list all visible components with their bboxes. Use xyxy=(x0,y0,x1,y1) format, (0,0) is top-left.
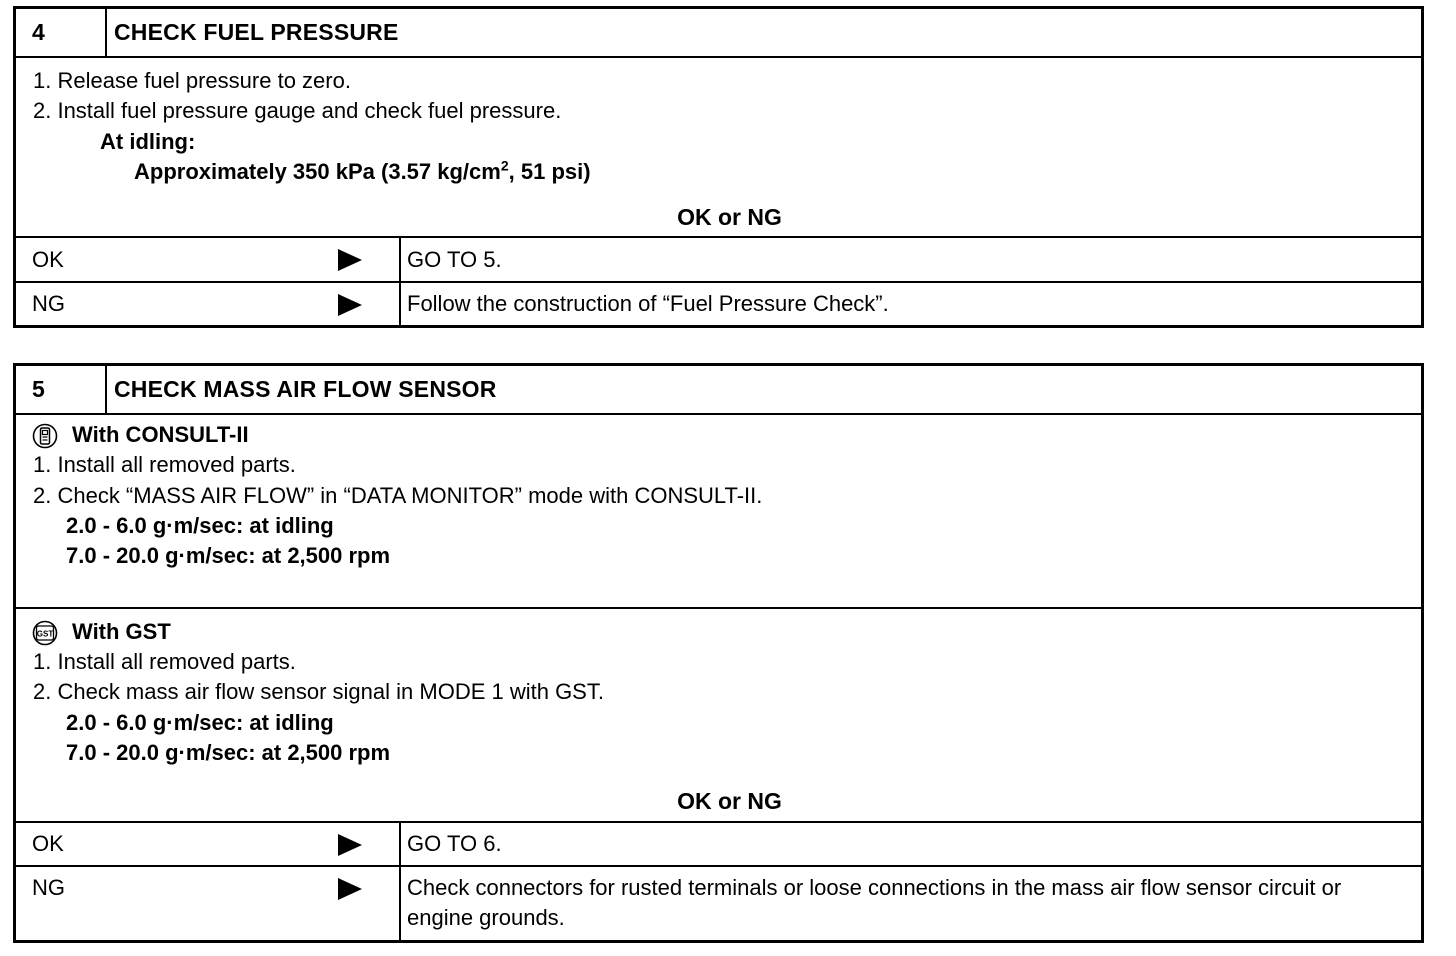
result-ng-key: NG xyxy=(32,291,65,316)
spec-value: Approximately 350 kPa (3.57 $kg/cm^2$, 51 psi) xyxy=(134,157,591,184)
arrow-right-icon xyxy=(338,249,362,271)
divider xyxy=(16,236,1421,238)
divider xyxy=(105,366,107,413)
step-title: CHECK FUEL PRESSURE xyxy=(114,19,399,45)
instruction-line: 1. Install all removed parts. xyxy=(33,452,296,477)
divider xyxy=(16,281,1421,283)
gst-heading: With GST xyxy=(72,619,171,644)
divider xyxy=(105,9,107,56)
result-ng-action: Check connectors for rusted terminals or loose connections in the mass air flow sensor circuit or engine grounds. xyxy=(407,875,1342,930)
step-header xyxy=(16,366,1421,415)
result-ok-action: GO TO 6. xyxy=(407,831,502,856)
divider xyxy=(16,607,1421,609)
spec-value: 2.0 - 6.0 g·m/sec: at idling xyxy=(66,513,334,538)
divider xyxy=(399,821,401,940)
step-header xyxy=(16,9,1421,58)
instruction-line: 2. Check “MASS AIR FLOW” in “DATA MONITOR” mode with CONSULT-II. xyxy=(33,483,763,508)
arrow-right-icon xyxy=(338,834,362,856)
divider xyxy=(16,821,1421,823)
instruction-line: 2. Check mass air flow sensor signal in MODE 1 with GST. xyxy=(33,679,604,704)
svg-text:GST: GST xyxy=(36,629,54,639)
ok-or-ng-label: OK or NG xyxy=(677,204,782,230)
result-ok-action: GO TO 5. xyxy=(407,247,502,272)
result-ng-key: NG xyxy=(32,875,65,900)
step-title: CHECK MASS AIR FLOW SENSOR xyxy=(114,376,497,402)
step-4-block xyxy=(13,6,1424,328)
result-ok-key: OK xyxy=(32,247,64,272)
instruction-line: 2. Install fuel pressure gauge and check fuel pressure. xyxy=(33,98,562,123)
instruction-line: 1. Install all removed parts. xyxy=(33,649,296,674)
spec-value: 7.0 - 20.0 g·m/sec: at 2,500 rpm xyxy=(66,740,391,765)
ok-or-ng-label: OK or NG xyxy=(677,788,782,814)
instruction-line: 1. Release fuel pressure to zero. xyxy=(33,68,351,93)
consult-tool-icon xyxy=(32,423,58,449)
spec-value: 7.0 - 20.0 g·m/sec: at 2,500 rpm xyxy=(66,543,391,568)
step-number: 4 xyxy=(32,19,45,45)
spec-label: At idling: xyxy=(100,129,196,154)
result-ng-action: Follow the construction of “Fuel Pressure Check”. xyxy=(407,291,889,316)
arrow-right-icon xyxy=(338,878,362,900)
consult-heading: With CONSULT-II xyxy=(72,422,249,447)
spec-value: 2.0 - 6.0 g·m/sec: at idling xyxy=(66,710,334,735)
result-ok-key: OK xyxy=(32,831,64,856)
arrow-right-icon xyxy=(338,294,362,316)
step-number: 5 xyxy=(32,376,45,402)
gst-tool-icon xyxy=(32,620,58,646)
divider xyxy=(16,865,1421,867)
step-5-block xyxy=(13,363,1424,943)
